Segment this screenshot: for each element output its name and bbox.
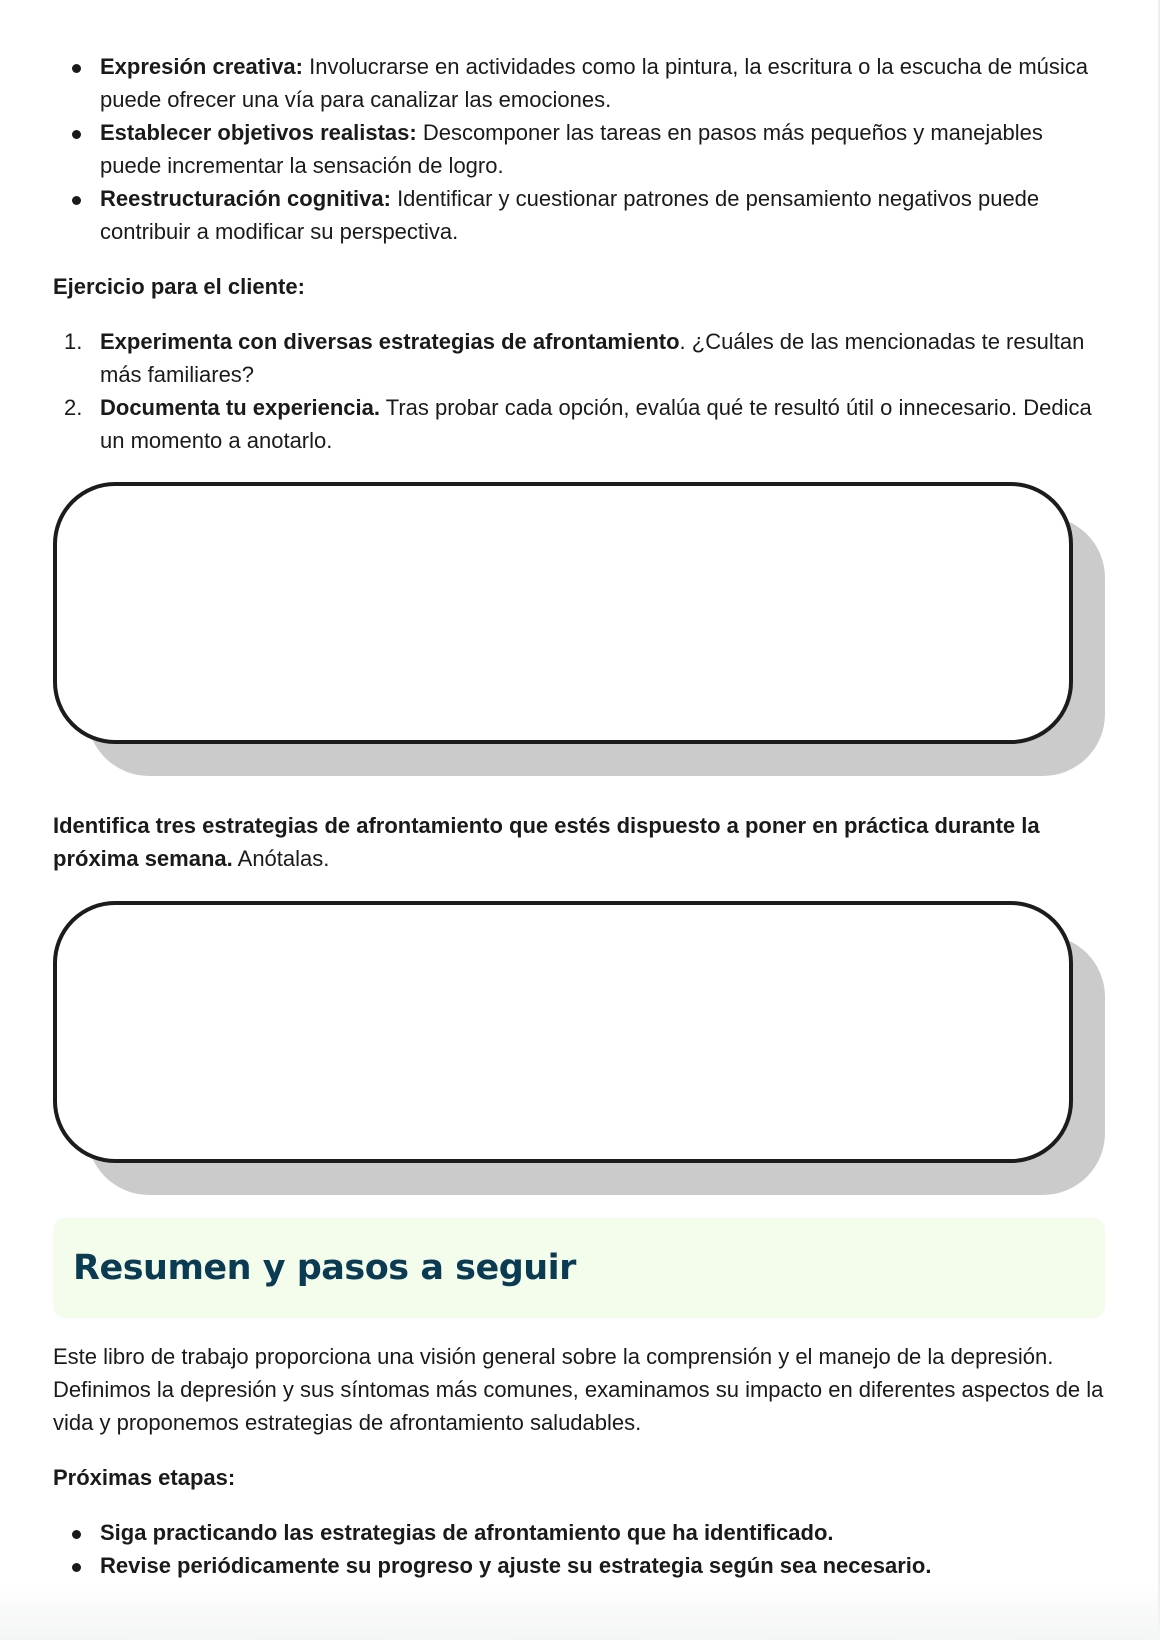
exercise-step: [53, 391, 1105, 457]
strategy-text: Involucrarse en actividades como la pintura, la escritura o la escucha de música puede ofrecer una vía para canalizar las emociones.: [100, 54, 1089, 112]
step-text: . ¿Cuáles de las mencionadas te resultan más familiares?: [100, 329, 1085, 387]
exercise-heading: Ejercicio para el cliente:: [53, 274, 305, 299]
exercise-steps: [53, 325, 1105, 457]
identify-text: Anótalas.: [232, 846, 330, 871]
next-step-text: Siga practicando las estrategias de afrontamiento que ha identificado.: [100, 1520, 834, 1545]
strategy-text: Descomponer las tareas en pasos más pequeños y manejables puede incrementar la sensación de logro.: [100, 120, 1043, 178]
exercise-step: [53, 325, 1105, 391]
strategy-text: Identificar y cuestionar patrones de pensamiento negativos puede contribuir a modificar su perspectiva.: [100, 186, 1040, 244]
next-steps-heading: Próximas etapas:: [53, 1465, 236, 1490]
answer-text-area[interactable]: [53, 482, 1073, 744]
next-step-item: [53, 1549, 1105, 1582]
summary-heading: Resumen y pasos a seguir: [73, 1247, 576, 1288]
next-step-text: Revise periódicamente su progreso y ajuste su estrategia según sea necesario.: [100, 1553, 932, 1578]
strategy-item-cognitive: [53, 182, 1105, 248]
step-text: Tras probar cada opción, evalúa qué te resultó útil o innecesario. Dedica un momento a anotarlo.: [100, 395, 1092, 453]
step-title: Experimenta con diversas estrategias de afrontamiento: [100, 329, 680, 354]
next-step-item: [53, 1516, 1105, 1549]
strategy-item-goals: [53, 116, 1105, 182]
answer-box-strategies: [53, 901, 1105, 1195]
strategy-list: [53, 50, 1105, 248]
answer-box-experience: [53, 482, 1105, 776]
next-steps-list: [53, 1516, 1105, 1582]
strategy-title: Establecer objetivos realistas:: [100, 120, 417, 145]
document-page: [53, 50, 1105, 1582]
identify-bold: Identifica tres estrategias de afrontamiento que estés dispuesto a poner en práctica durante la próxima semana.: [53, 813, 1040, 871]
page-bottom-fade: [0, 1580, 1160, 1640]
strategy-title: Reestructuración cognitiva:: [100, 186, 391, 211]
strategy-title: Expresión creativa:: [100, 54, 303, 79]
summary-banner: [53, 1218, 1105, 1318]
answer-text-area[interactable]: [53, 901, 1073, 1163]
strategy-item-creative: [53, 50, 1105, 116]
step-number: 1.: [64, 329, 83, 354]
step-title: Documenta tu experiencia.: [100, 395, 380, 420]
identify-instruction: [53, 809, 1105, 875]
step-number: 2.: [64, 395, 83, 420]
summary-paragraph: Este libro de trabajo proporciona una visión general sobre la comprensión y el manejo de la depresión. Definimos la depresión y sus síntomas más comunes, examinamos su impacto en diferentes aspectos de la vida y proponemos estrategias de afrontamiento saludables.: [53, 1344, 1104, 1435]
